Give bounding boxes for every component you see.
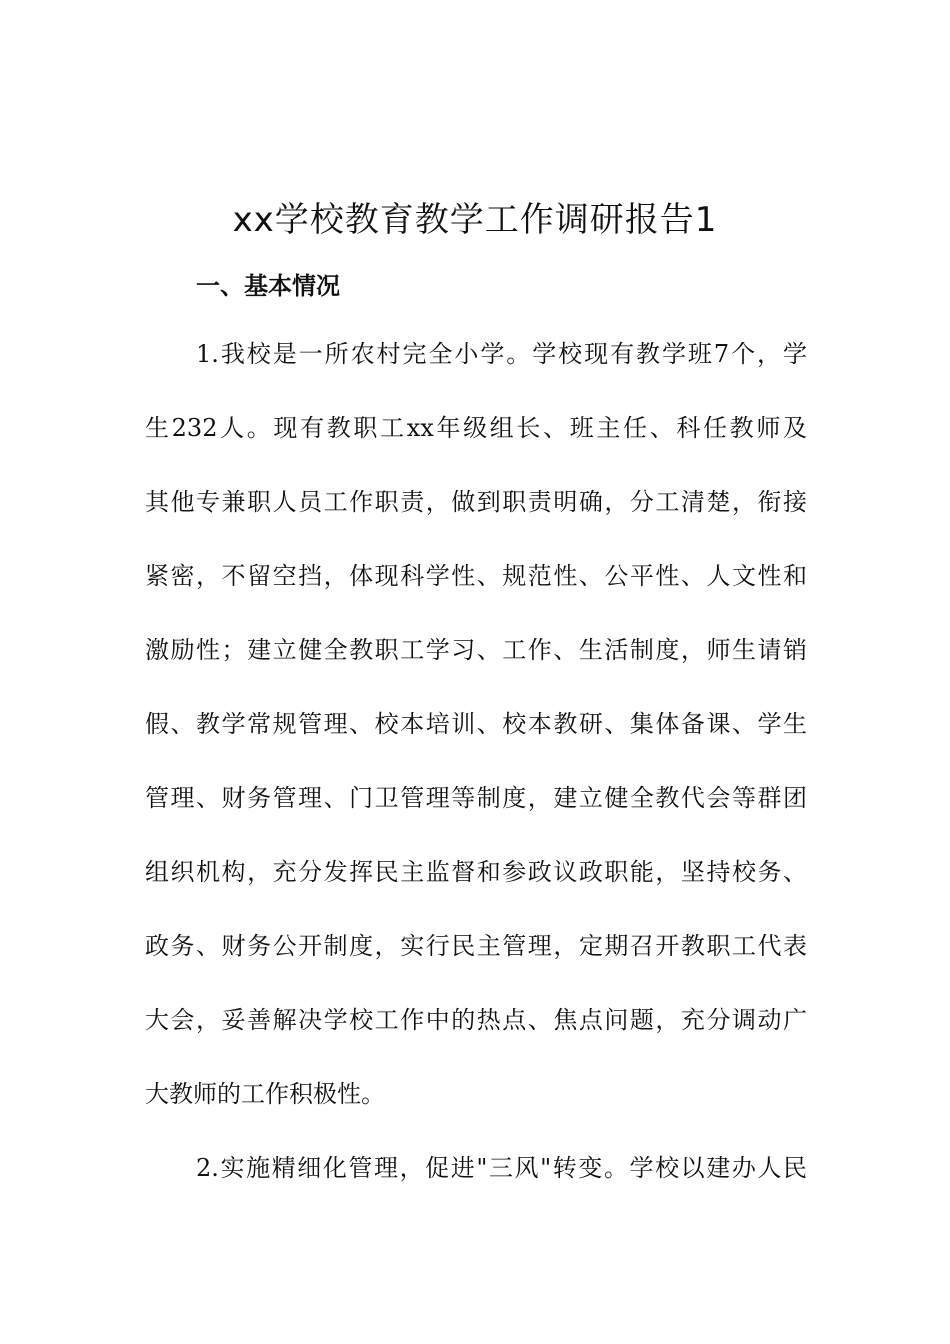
paragraph-line: 假、教学常规管理、校本培训、校本教研、集体备课、学生 — [145, 710, 807, 738]
paragraph-line: 1.我校是一所农村完全小学。学校现有教学班7个，学 — [196, 340, 807, 368]
paragraph-line: 大教师的工作积极性。 — [145, 1080, 385, 1108]
paragraph-line: 组织机构，充分发挥民主监督和参政议政职能，坚持校务、 — [145, 858, 807, 886]
paragraph-line: 其他专兼职人员工作职责，做到职责明确，分工清楚，衔接 — [145, 488, 807, 516]
paragraph-line: 大会，妥善解决学校工作中的热点、焦点问题，充分调动广 — [145, 1006, 807, 1034]
paragraph-line: 生232人。现有教职工xx年级组长、班主任、科任教师及 — [145, 414, 807, 442]
paragraph-line: 管理、财务管理、门卫管理等制度，建立健全教代会等群团 — [145, 784, 807, 812]
paragraph-line: 激励性；建立健全教职工学习、工作、生活制度，师生请销 — [145, 636, 807, 664]
section-heading: 一、基本情况 — [196, 272, 340, 300]
paragraph-line: 政务、财务公开制度，实行民主管理，定期召开教职工代表 — [145, 932, 807, 960]
paragraph-line: 2.实施精细化管理，促进"三风"转变。学校以建办人民 — [196, 1154, 807, 1182]
document-title: xx学校教育教学工作调研报告1 — [232, 200, 718, 240]
paragraph-line: 紧密，不留空挡，体现科学性、规范性、公平性、人文性和 — [145, 562, 807, 590]
